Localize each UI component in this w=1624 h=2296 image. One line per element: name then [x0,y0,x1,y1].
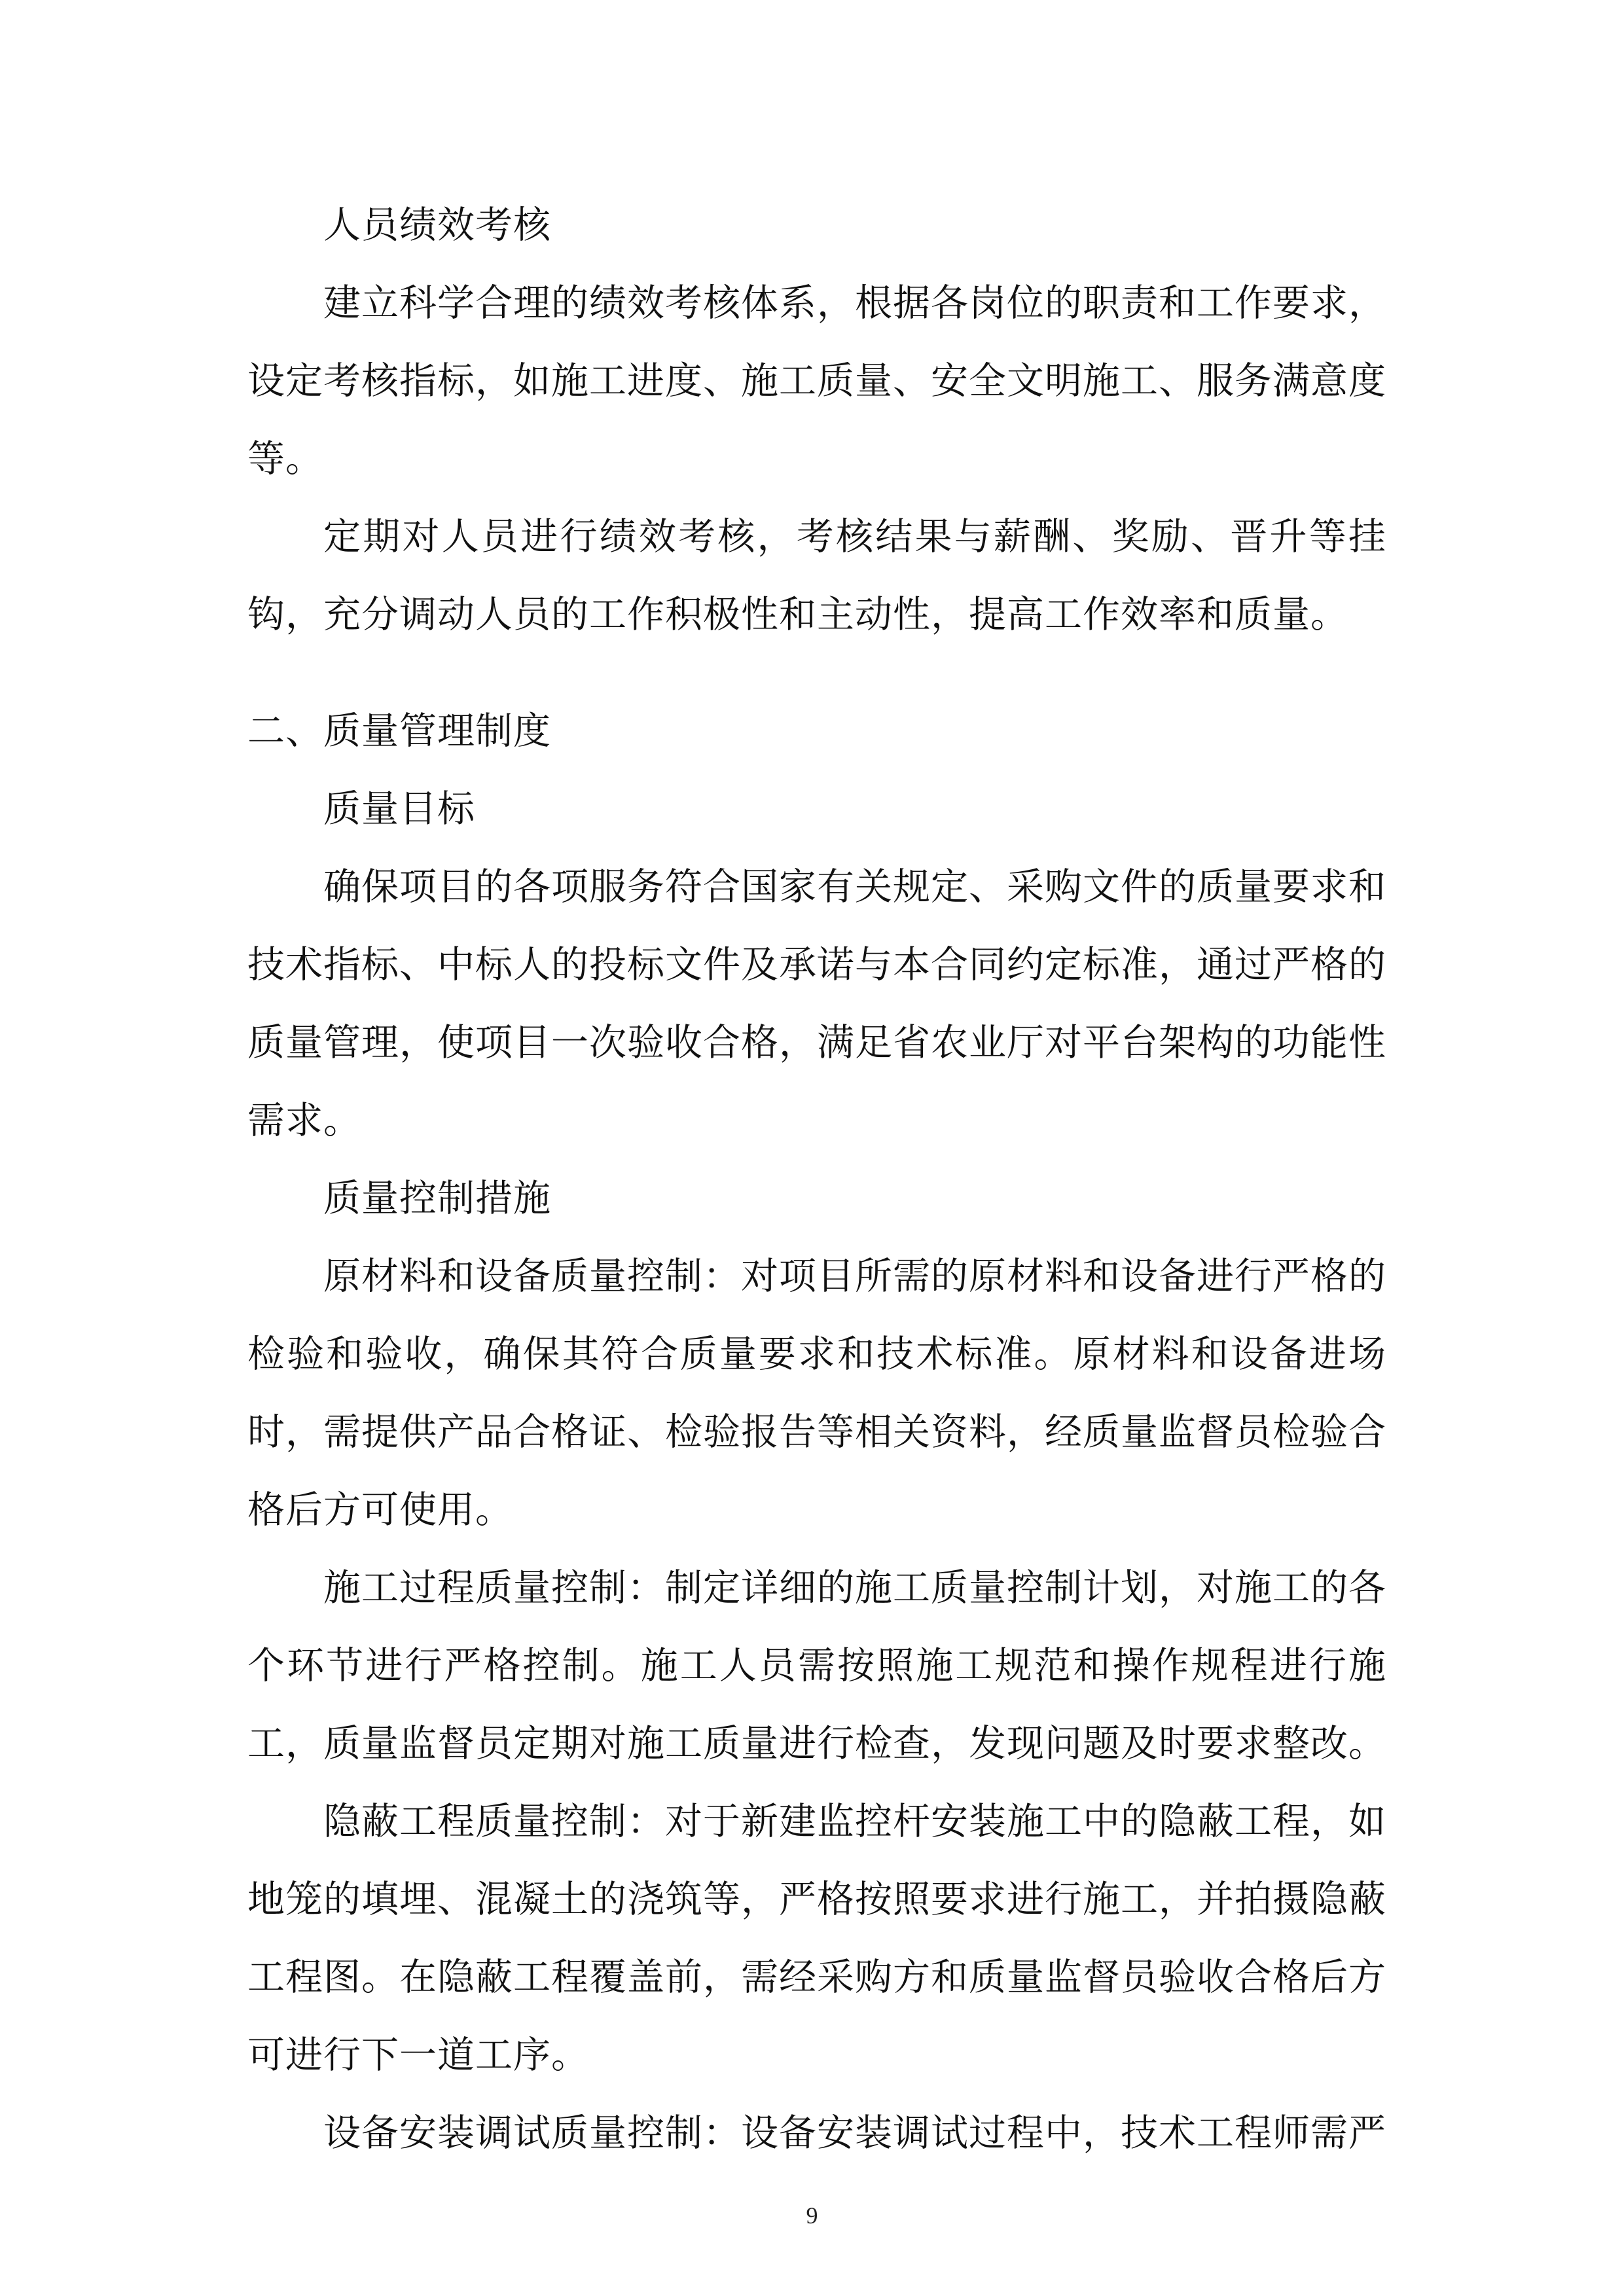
paragraph-material-quality-control: 原材料和设备质量控制：对项目所需的原材料和设备进行严格的检验和验收，确保其符合质量要求和技术标准。原材料和设备进场时，需提供产品合格证、检验报告等相关资料，经质量监督员检验合格后方可使用。 [247,1255,1386,1532]
subheading-performance-review: 人员绩效考核 [323,204,551,247]
paragraph-assessment-system: 建立科学合理的绩效考核体系，根据各岗位的职责和工作要求，设定考核指标，如施工进度、施工质量、安全文明施工、服务满意度等。 [247,281,1386,480]
document-body [247,187,1386,2172]
paragraph-quality-target: 确保项目的各项服务符合国家有关规定、采购文件的质量要求和技术指标、中标人的投标文件及承诺与本合同约定标准，通过严格的质量管理，使项目一次验收合格，满足省农业厅对平台架构的功能性需求。 [247,865,1386,1142]
page-number: 9 [806,2202,818,2229]
paragraph-installation-quality-control: 设备安装调试质量控制：设备安装调试过程中，技术工程师需严 [323,2111,1386,2155]
paragraph-construction-quality-control: 施工过程质量控制：制定详细的施工质量控制计划，对施工的各个环节进行严格控制。施工人员需按照施工规范和操作规程进行施工，质量监督员定期对施工质量进行检查，发现问题及时要求整改。 [247,1566,1386,1765]
section-heading-quality-management: 二、质量管理制度 [247,709,551,753]
subheading-quality-target: 质量目标 [323,787,475,831]
paragraph-concealed-work-quality-control: 隐蔽工程质量控制：对于新建监控杆安装施工中的隐蔽工程，如地笼的填埋、混凝土的浇筑等，严格按照要求进行施工，并拍摄隐蔽工程图。在隐蔽工程覆盖前，需经采购方和质量监督员验收合格后方可进行下一道工序。 [247,1800,1386,2077]
paragraph-regular-assessment: 定期对人员进行绩效考核，考核结果与薪酬、奖励、晋升等挂钩，充分调动人员的工作积极性和主动性，提高工作效率和质量。 [247,515,1386,636]
subheading-quality-control-measures: 质量控制措施 [323,1177,551,1220]
